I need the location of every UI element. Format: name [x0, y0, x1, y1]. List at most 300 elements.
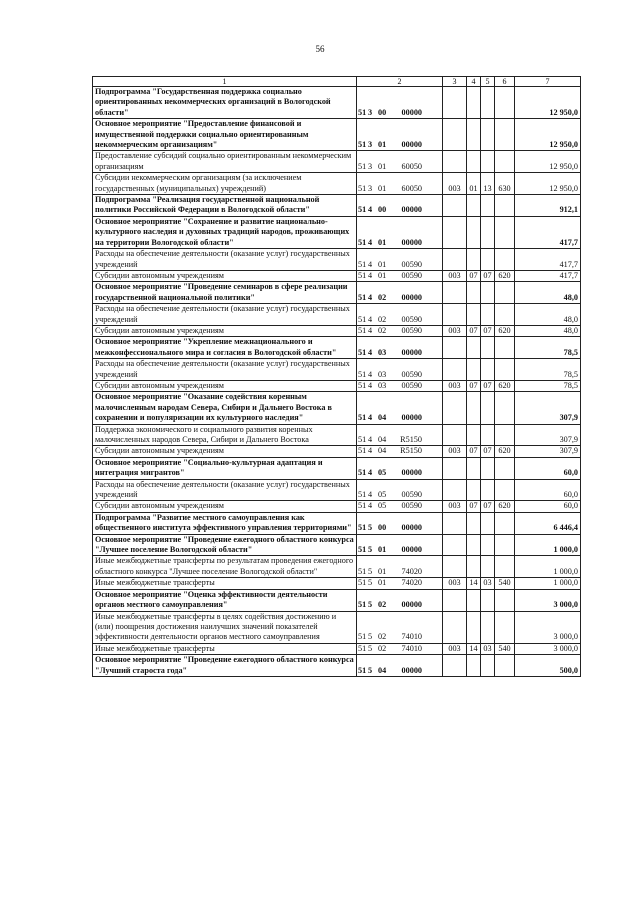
- row-amount: 912,1: [515, 195, 581, 217]
- row-col-5: [481, 87, 495, 119]
- row-col-3: [443, 87, 467, 119]
- table-row-program: [93, 589, 581, 611]
- table-row: [93, 380, 581, 391]
- row-col-6: [495, 119, 515, 151]
- table-row: [93, 325, 581, 336]
- row-col-4: [467, 337, 481, 359]
- row-col-5: [481, 216, 495, 248]
- row-code: [357, 337, 443, 359]
- table-row-program: [93, 392, 581, 424]
- code-part: 4: [368, 380, 373, 390]
- table-row: [93, 424, 581, 446]
- row-name: Основное мероприятие "Проведение ежегодного областного конкурса "Лучшее поселение Вологодской области": [93, 534, 357, 556]
- row-col-6: [495, 195, 515, 217]
- table-row: [93, 270, 581, 281]
- table-row-program: [93, 534, 581, 556]
- row-name: Основное мероприятие "Оказание содействия коренным малочисленным народам Севера, Сибири и Дальнего Востока в сохранении и популяризации их культурного наследия": [93, 392, 357, 424]
- row-name: Расходы на обеспечение деятельности (оказание услуг) государственных учреждений: [93, 249, 357, 271]
- row-code: [357, 87, 443, 119]
- row-amount: 500,0: [515, 655, 581, 677]
- row-col-5: [481, 151, 495, 173]
- row-col-6: [495, 655, 515, 677]
- row-col-3: [443, 304, 467, 326]
- header-cell: 6: [495, 77, 515, 87]
- row-col-5: [481, 479, 495, 501]
- table-row: [93, 501, 581, 512]
- row-col-5: 07: [481, 501, 495, 512]
- code-part: 5: [368, 600, 373, 610]
- row-name: Предоставление субсидий социально ориентированным некоммерческим организациям: [93, 151, 357, 173]
- row-amount: 3 000,0: [515, 611, 581, 643]
- row-name: Субсидии некоммерческим организациям (за исключением государственных (муниципальных) учреждений): [93, 173, 357, 195]
- code-part: 51: [358, 578, 367, 588]
- row-col-3: [443, 611, 467, 643]
- row-amount: 1 000,0: [515, 578, 581, 589]
- row-col-3: [443, 457, 467, 479]
- row-col-6: [495, 534, 515, 556]
- code-part: 04: [378, 665, 387, 675]
- code-part: 00000: [401, 107, 422, 117]
- code-part: 51: [358, 435, 367, 444]
- row-col-3: 003: [443, 173, 467, 195]
- row-amount: 307,9: [515, 392, 581, 424]
- code-part: 51: [358, 446, 367, 456]
- code-part: 01: [378, 237, 387, 247]
- code-part: 04: [378, 446, 387, 456]
- code-part: 4: [368, 347, 373, 357]
- row-col-3: 003: [443, 643, 467, 654]
- row-col-6: [495, 512, 515, 534]
- code-part: 4: [368, 369, 373, 379]
- table-row: [93, 304, 581, 326]
- row-code: [357, 457, 443, 479]
- code-part: 51: [358, 490, 367, 500]
- code-part: 5: [368, 665, 373, 675]
- table-row: [93, 578, 581, 589]
- row-col-5: 07: [481, 446, 495, 457]
- code-part: R5150: [400, 435, 422, 444]
- code-part: 3: [368, 161, 373, 171]
- row-amount: 78,5: [515, 380, 581, 391]
- row-name: Субсидии автономным учреждениям: [93, 270, 357, 281]
- code-part: 5: [368, 545, 373, 555]
- code-part: 00590: [401, 490, 422, 500]
- row-col-4: [467, 512, 481, 534]
- row-col-3: [443, 424, 467, 446]
- code-part: 74010: [401, 632, 422, 642]
- row-col-3: 003: [443, 501, 467, 512]
- row-col-5: [481, 249, 495, 271]
- code-part: 5: [368, 578, 373, 588]
- row-col-3: [443, 151, 467, 173]
- row-col-4: [467, 589, 481, 611]
- code-part: 02: [378, 600, 387, 610]
- row-name: Основное мероприятие "Проведение семинаров в сфере реализации государственной национальной политики": [93, 282, 357, 304]
- row-col-3: [443, 589, 467, 611]
- code-part: 51: [358, 237, 367, 247]
- code-part: 51: [358, 665, 367, 675]
- row-amount: 307,9: [515, 424, 581, 446]
- code-part: 51: [358, 107, 367, 117]
- header-cell: 5: [481, 77, 495, 87]
- code-part: 51: [358, 292, 367, 302]
- code-part: 51: [358, 140, 367, 150]
- code-part: 51: [358, 545, 367, 555]
- row-code: [357, 380, 443, 391]
- code-part: R5150: [400, 446, 422, 456]
- code-part: 74010: [401, 643, 422, 653]
- row-name: Основное мероприятие "Социально-культурная адаптация и интеграция мигрантов": [93, 457, 357, 479]
- row-col-5: [481, 556, 495, 578]
- row-col-6: 620: [495, 501, 515, 512]
- row-col-6: [495, 249, 515, 271]
- table-row-program: [93, 87, 581, 119]
- row-col-6: [495, 611, 515, 643]
- row-amount: 48,0: [515, 282, 581, 304]
- row-name: Иные межбюджетные трансферты: [93, 578, 357, 589]
- code-part: 01: [378, 259, 387, 269]
- row-col-6: [495, 479, 515, 501]
- code-part: 00590: [401, 380, 422, 390]
- table-row: [93, 173, 581, 195]
- row-col-4: [467, 424, 481, 446]
- row-amount: 12 950,0: [515, 173, 581, 195]
- row-col-4: [467, 534, 481, 556]
- row-col-6: [495, 87, 515, 119]
- row-col-6: 630: [495, 173, 515, 195]
- table-row-program: [93, 282, 581, 304]
- row-col-3: [443, 359, 467, 381]
- row-code: [357, 392, 443, 424]
- code-part: 00: [378, 205, 387, 215]
- row-col-3: 003: [443, 270, 467, 281]
- row-col-5: 07: [481, 270, 495, 281]
- table-row: [93, 556, 581, 578]
- code-part: 51: [358, 270, 367, 280]
- row-col-4: 07: [467, 501, 481, 512]
- row-col-6: [495, 589, 515, 611]
- code-part: 00000: [401, 545, 422, 555]
- row-code: [357, 589, 443, 611]
- code-part: 60050: [401, 183, 422, 193]
- code-part: 00000: [401, 413, 422, 423]
- row-col-5: [481, 304, 495, 326]
- row-code: [357, 195, 443, 217]
- row-col-4: [467, 392, 481, 424]
- row-amount: 417,7: [515, 249, 581, 271]
- code-part: 05: [378, 468, 387, 478]
- row-amount: 417,7: [515, 270, 581, 281]
- row-col-6: [495, 392, 515, 424]
- code-part: 74020: [401, 566, 422, 576]
- row-col-6: [495, 424, 515, 446]
- row-name: Субсидии автономным учреждениям: [93, 446, 357, 457]
- code-part: 02: [378, 643, 387, 653]
- code-part: 00000: [401, 468, 422, 478]
- row-col-5: [481, 195, 495, 217]
- row-code: [357, 325, 443, 336]
- row-name: Расходы на обеспечение деятельности (оказание услуг) государственных учреждений: [93, 479, 357, 501]
- table-row-program: [93, 119, 581, 151]
- page-number: 56: [315, 44, 325, 54]
- row-col-5: [481, 119, 495, 151]
- code-part: 00000: [401, 140, 422, 150]
- row-amount: 3 000,0: [515, 589, 581, 611]
- row-col-5: 03: [481, 578, 495, 589]
- code-part: 5: [368, 632, 373, 642]
- code-part: 03: [378, 380, 387, 390]
- row-col-4: [467, 195, 481, 217]
- row-name: Подпрограмма "Реализация государственной национальной политики Российской Федерации в Вологодской области": [93, 195, 357, 217]
- code-part: 03: [378, 369, 387, 379]
- table-row: [93, 643, 581, 654]
- row-col-3: [443, 216, 467, 248]
- code-part: 02: [378, 632, 387, 642]
- row-col-4: [467, 655, 481, 677]
- code-part: 51: [358, 413, 367, 423]
- row-name: Иные межбюджетные трансферты по результатам проведения ежегодного областного конкурса "Лучшее поселение Вологодской области": [93, 556, 357, 578]
- row-amount: 12 950,0: [515, 87, 581, 119]
- row-col-4: 07: [467, 325, 481, 336]
- row-amount: 60,0: [515, 479, 581, 501]
- row-name: Основное мероприятие "Предоставление финансовой и имущественной поддержки социально ориентированным некоммерческим организациям": [93, 119, 357, 151]
- row-col-6: [495, 556, 515, 578]
- code-part: 51: [358, 369, 367, 379]
- row-col-3: [443, 119, 467, 151]
- row-col-6: [495, 359, 515, 381]
- code-part: 4: [368, 413, 373, 423]
- row-col-6: [495, 304, 515, 326]
- row-code: [357, 643, 443, 654]
- table-row: [93, 359, 581, 381]
- code-part: 51: [358, 183, 367, 193]
- row-col-4: 14: [467, 578, 481, 589]
- row-col-5: [481, 424, 495, 446]
- row-col-4: [467, 304, 481, 326]
- code-part: 51: [358, 205, 367, 215]
- header-cell: 3: [443, 77, 467, 87]
- code-part: 01: [378, 578, 387, 588]
- code-part: 4: [368, 490, 373, 500]
- row-col-4: 14: [467, 643, 481, 654]
- code-part: 05: [378, 490, 387, 500]
- code-part: 51: [358, 380, 367, 390]
- row-code: [357, 446, 443, 457]
- code-part: 4: [368, 468, 373, 478]
- row-col-5: [481, 359, 495, 381]
- code-part: 51: [358, 161, 367, 171]
- table-row-program: [93, 512, 581, 534]
- row-col-3: [443, 195, 467, 217]
- code-part: 00000: [401, 292, 422, 302]
- row-col-4: 07: [467, 446, 481, 457]
- row-col-6: [495, 457, 515, 479]
- row-col-6: [495, 337, 515, 359]
- header-cell: 4: [467, 77, 481, 87]
- row-col-5: [481, 392, 495, 424]
- row-col-5: [481, 457, 495, 479]
- row-name: Поддержка экономического и социального развития коренных малочисленных народов Севера, Сибири и Дальнего Востока: [93, 424, 357, 446]
- row-name: Субсидии автономным учреждениям: [93, 380, 357, 391]
- code-part: 5: [368, 566, 373, 576]
- code-part: 01: [378, 140, 387, 150]
- code-part: 60050: [401, 161, 422, 171]
- code-part: 51: [358, 325, 367, 335]
- code-part: 00590: [401, 501, 422, 511]
- row-code: [357, 655, 443, 677]
- row-amount: 78,5: [515, 337, 581, 359]
- table-row-program: [93, 337, 581, 359]
- row-col-4: [467, 87, 481, 119]
- row-code: [357, 270, 443, 281]
- code-part: 4: [368, 205, 373, 215]
- code-part: 01: [378, 545, 387, 555]
- row-code: [357, 216, 443, 248]
- table-row-program: [93, 457, 581, 479]
- code-part: 5: [368, 643, 373, 653]
- row-name: Расходы на обеспечение деятельности (оказание услуг) государственных учреждений: [93, 359, 357, 381]
- row-code: [357, 173, 443, 195]
- row-name: Подпрограмма "Развитие местного самоуправления как общественного института эффективного управления территориями": [93, 512, 357, 534]
- code-part: 51: [358, 643, 367, 653]
- code-part: 00000: [401, 523, 422, 533]
- row-col-4: [467, 249, 481, 271]
- code-part: 00590: [401, 259, 422, 269]
- row-code: [357, 304, 443, 326]
- row-col-6: 540: [495, 578, 515, 589]
- code-part: 01: [378, 270, 387, 280]
- row-col-4: [467, 556, 481, 578]
- row-col-6: 620: [495, 446, 515, 457]
- code-part: 02: [378, 292, 387, 302]
- row-code: [357, 424, 443, 446]
- table-row: [93, 446, 581, 457]
- table-body: [93, 87, 581, 677]
- row-col-4: [467, 457, 481, 479]
- code-part: 00000: [401, 600, 422, 610]
- row-col-4: [467, 216, 481, 248]
- row-name: Основное мероприятие "Проведение ежегодного областного конкурса "Лучший староста года": [93, 655, 357, 677]
- code-part: 00: [378, 107, 387, 117]
- row-col-3: [443, 479, 467, 501]
- code-part: 3: [368, 140, 373, 150]
- row-col-4: [467, 282, 481, 304]
- code-part: 4: [368, 237, 373, 247]
- row-col-5: [481, 337, 495, 359]
- code-part: 51: [358, 523, 367, 533]
- row-col-4: [467, 119, 481, 151]
- row-amount: 6 446,4: [515, 512, 581, 534]
- code-part: 00590: [401, 325, 422, 335]
- row-code: [357, 119, 443, 151]
- code-part: 00000: [401, 347, 422, 357]
- row-code: [357, 534, 443, 556]
- code-part: 4: [368, 435, 373, 444]
- code-part: 4: [368, 292, 373, 302]
- row-col-5: [481, 512, 495, 534]
- row-amount: 78,5: [515, 359, 581, 381]
- row-name: Основное мероприятие "Укрепление межнационального и межконфессионального мира и согласия в Вологодской области": [93, 337, 357, 359]
- code-part: 04: [378, 413, 387, 423]
- code-part: 00590: [401, 270, 422, 280]
- row-col-3: 003: [443, 446, 467, 457]
- table-row-program: [93, 655, 581, 677]
- header-cell: 1: [93, 77, 357, 87]
- row-col-3: [443, 534, 467, 556]
- row-amount: 12 950,0: [515, 151, 581, 173]
- row-col-5: [481, 534, 495, 556]
- header-cell: 7: [515, 77, 581, 87]
- code-part: 01: [378, 566, 387, 576]
- row-col-3: [443, 655, 467, 677]
- code-part: 00590: [401, 314, 422, 324]
- row-col-4: [467, 479, 481, 501]
- table-row-program: [93, 195, 581, 217]
- row-col-4: [467, 151, 481, 173]
- row-col-5: [481, 611, 495, 643]
- row-col-3: 003: [443, 578, 467, 589]
- row-col-5: [481, 282, 495, 304]
- code-part: 3: [368, 183, 373, 193]
- row-col-4: 07: [467, 270, 481, 281]
- table-row-program: [93, 216, 581, 248]
- row-code: [357, 282, 443, 304]
- code-part: 4: [368, 270, 373, 280]
- code-part: 05: [378, 501, 387, 511]
- code-part: 5: [368, 523, 373, 533]
- row-col-5: [481, 655, 495, 677]
- code-part: 4: [368, 325, 373, 335]
- code-part: 00000: [401, 237, 422, 247]
- row-col-6: [495, 151, 515, 173]
- code-part: 4: [368, 314, 373, 324]
- row-col-3: [443, 556, 467, 578]
- row-col-3: 003: [443, 325, 467, 336]
- row-col-3: [443, 392, 467, 424]
- row-col-4: 07: [467, 380, 481, 391]
- row-name: Субсидии автономным учреждениям: [93, 325, 357, 336]
- row-col-6: [495, 216, 515, 248]
- row-code: [357, 556, 443, 578]
- code-part: 4: [368, 446, 373, 456]
- row-col-6: 620: [495, 380, 515, 391]
- row-amount: 12 950,0: [515, 119, 581, 151]
- row-col-3: [443, 282, 467, 304]
- row-name: Расходы на обеспечение деятельности (оказание услуг) государственных учреждений: [93, 304, 357, 326]
- row-amount: 60,0: [515, 457, 581, 479]
- row-amount: 417,7: [515, 216, 581, 248]
- code-part: 01: [378, 183, 387, 193]
- table-header-row: [93, 77, 581, 87]
- code-part: 51: [358, 259, 367, 269]
- code-part: 03: [378, 347, 387, 357]
- row-amount: 48,0: [515, 304, 581, 326]
- header-cell: 2: [357, 77, 443, 87]
- row-col-4: [467, 359, 481, 381]
- code-part: 51: [358, 566, 367, 576]
- row-col-5: 07: [481, 380, 495, 391]
- row-amount: 48,0: [515, 325, 581, 336]
- budget-table: [92, 76, 581, 677]
- row-col-5: [481, 589, 495, 611]
- row-col-3: [443, 249, 467, 271]
- row-name: Подпрограмма "Государственная поддержка социально ориентированных некоммерческих организаций в Вологодской области": [93, 87, 357, 119]
- row-name: Основное мероприятие "Сохранение и развитие национально-культурного наследия и духовных традиций народов, проживающих на территории Вологодской области": [93, 216, 357, 248]
- code-part: 51: [358, 632, 367, 642]
- code-part: 4: [368, 259, 373, 269]
- row-col-3: [443, 512, 467, 534]
- row-col-5: 07: [481, 325, 495, 336]
